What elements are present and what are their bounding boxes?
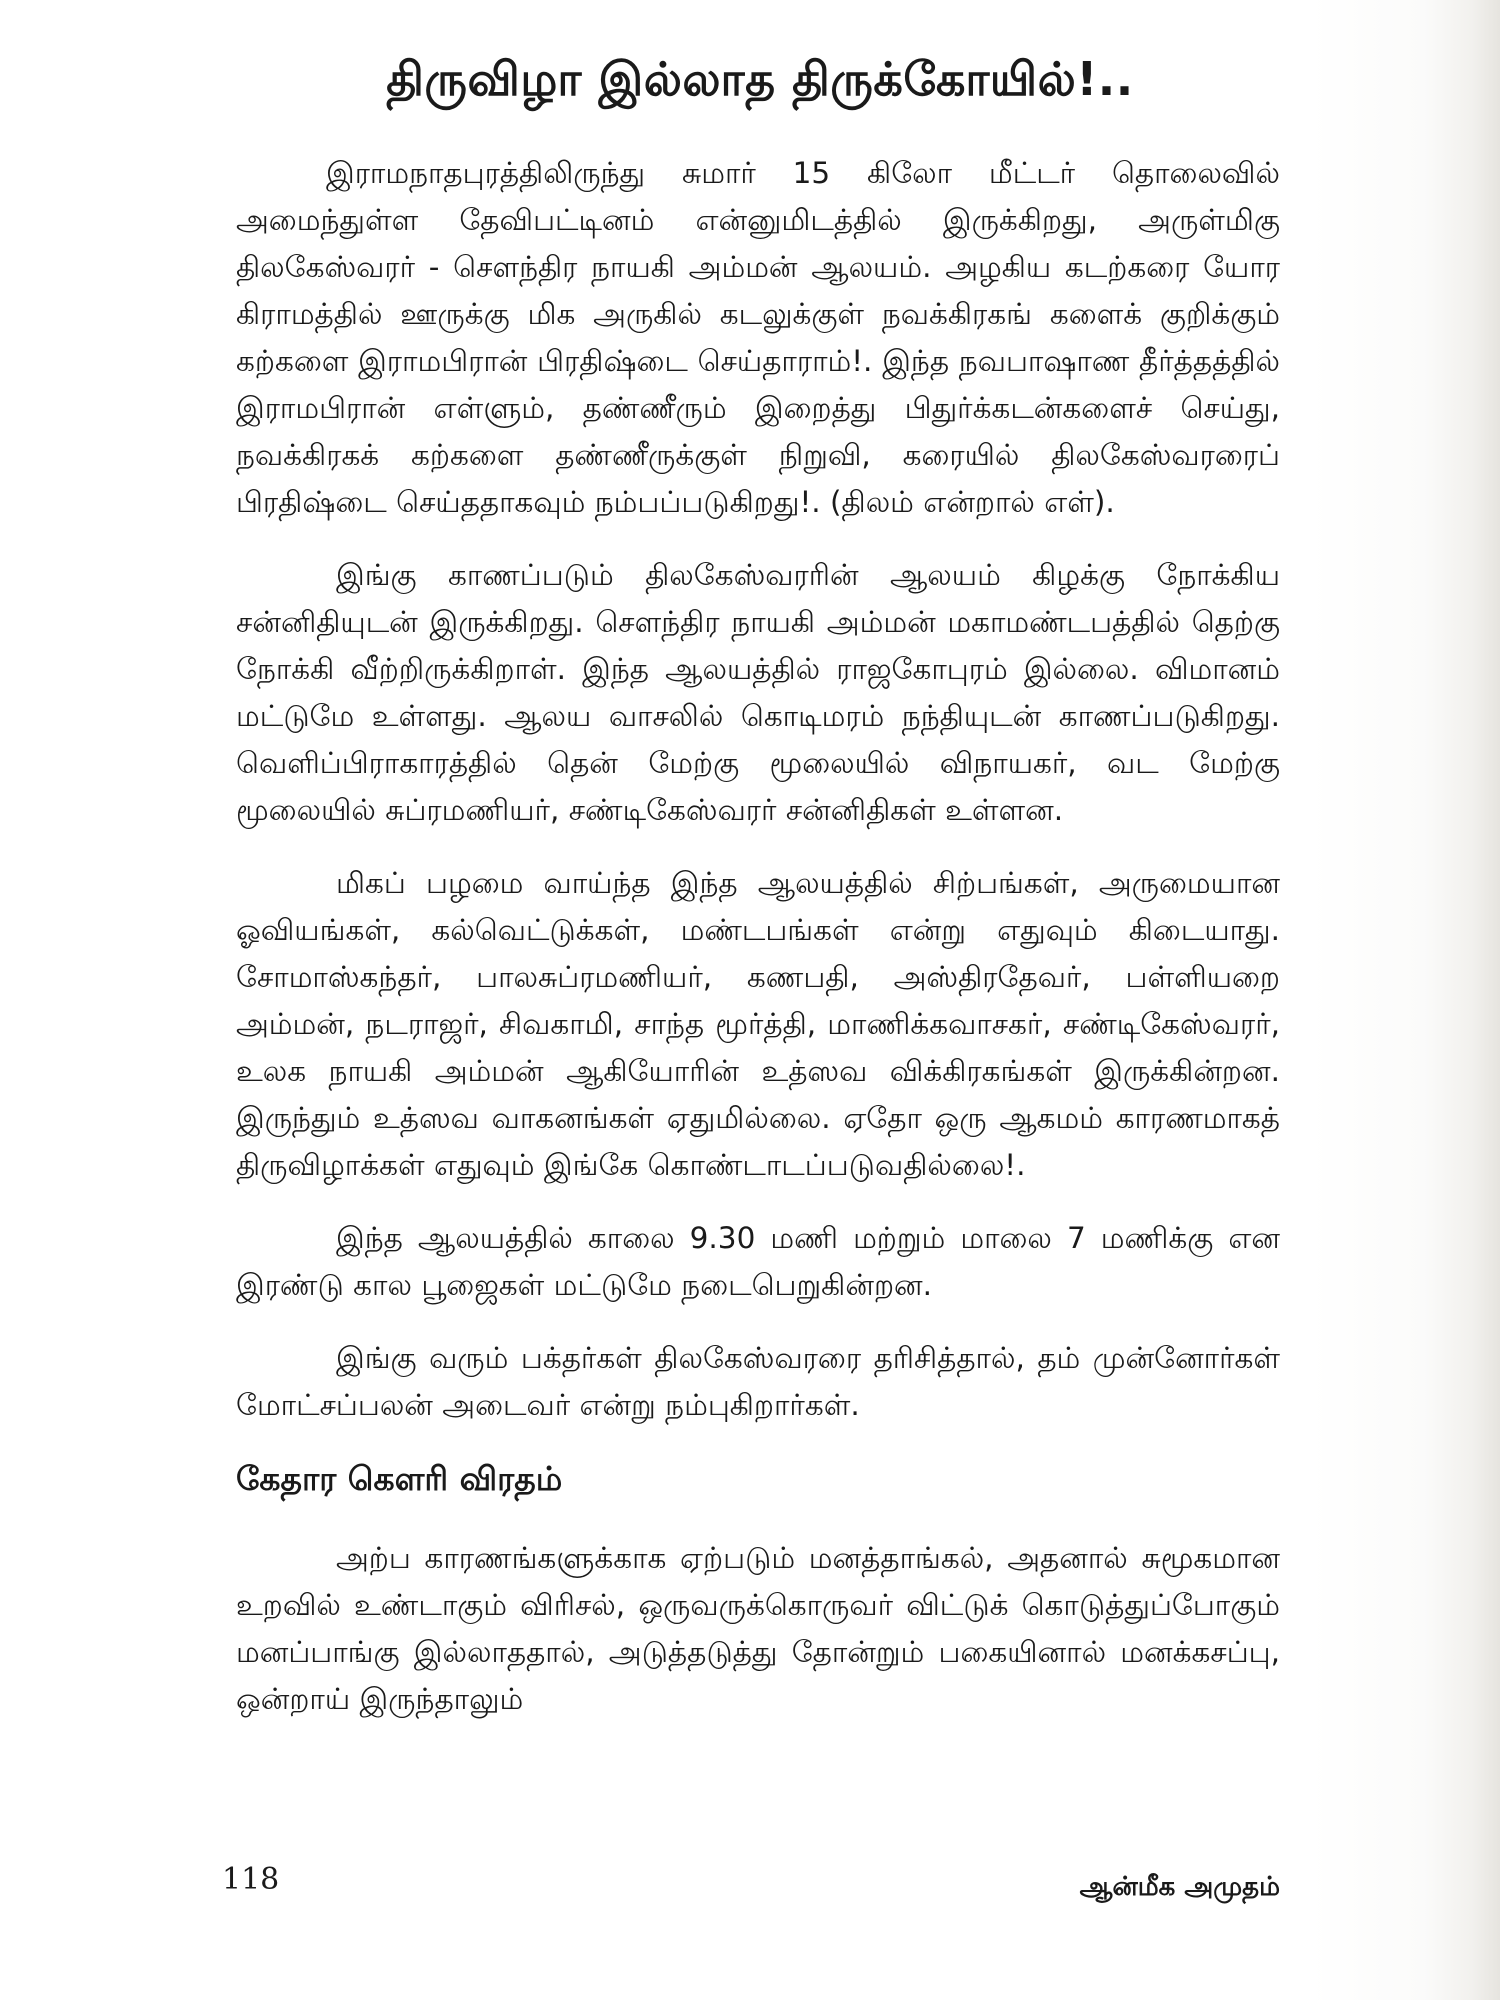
paragraph-5: இங்கு வரும் பக்தர்கள் திலகேஸ்வரரை தரிசித்தால், தம் முன்னோர்கள் மோட்சப்பலன் அடைவர் என்று நம்புகிறார்கள்.: [236, 1341, 1280, 1422]
section-heading: கேதார கௌரி விரதம்: [236, 1459, 563, 1498]
paragraph-2: இங்கு காணப்படும் திலகேஸ்வரரின் ஆலயம் கிழக்கு நோக்கிய சன்னிதியுடன் இருக்கிறது. சௌந்திர நாயகி அம்மன் மகாமண்டபத்தில் தெற்கு நோக்கி வீற்றிருக்கிறாள். இந்த ஆலயத்தில் ராஜகோபுரம் இல்லை. விமானம் மட்டுமே உள்ளது. ஆலய வாசலில் கொடிமரம் நந்தியுடன் காணப்படுகிறது. வெளிப்பிராகாரத்தில் தென் மேற்கு மூலையில் விநாயகர், வட மேற்கு மூலையில் சுப்ரமணியர், சண்டிகேஸ்வரர் சன்னிதிகள் உள்ளன.: [236, 558, 1280, 827]
paragraph-4: இந்த ஆலயத்தில் காலை 9.30 மணி மற்றும் மாலை 7 மணிக்கு என இரண்டு கால பூஜைகள் மட்டுமே நடைபெறுகின்றன.: [236, 1221, 1280, 1302]
paragraph-6: அற்ப காரணங்களுக்காக ஏற்படும் மனத்தாங்கல், அதனால் சுமூகமான உறவில் உண்டாகும் விரிசல், ஒருவருக்கொருவர் விட்டுக் கொடுத்துப்போகும் மனப்பாங்கு இல்லாததால், அடுத்தடுத்து தோன்றும் பகையினால் மனக்கசப்பு, ஒன்றாய் இருந்தாலும்: [236, 1541, 1280, 1716]
running-footer: ஆன்மீக அமுதம்: [1079, 1872, 1280, 1902]
article-body: [236, 150, 1280, 1723]
paragraph-1: இராமநாதபுரத்திலிருந்து சுமார் 15 கிலோ மீட்டர் தொலைவில் அமைந்துள்ள தேவிபட்டினம் என்னுமிடத்தில் இருக்கிறது, அருள்மிகு திலகேஸ்வரர் - சௌந்திர நாயகி அம்மன் ஆலயம். அழகிய கடற்கரை யோர கிராமத்தில் ஊருக்கு மிக அருகில் கடலுக்குள் நவக்கிரகங் களைக் குறிக்கும் கற்களை இராமபிரான் பிரதிஷ்டை செய்தாராம்!. இந்த நவபாஷாண தீர்த்தத்தில் இராமபிரான் எள்ளும், தண்ணீரும் இறைத்து பிதுர்க்கடன்களைச் செய்து, நவக்கிரகக் கற்களை தண்ணீருக்குள் நிறுவி, கரையில் திலகேஸ்வரரைப் பிரதிஷ்டை செய்ததாகவும் நம்பப்படுகிறது!. (திலம் என்றால் எள்).: [236, 156, 1280, 519]
page-title: திருவிழா இல்லாத திருக்கோயில்!..: [386, 52, 1134, 106]
page-edge-shadow: [1310, 0, 1500, 2000]
paragraph-3: மிகப் பழமை வாய்ந்த இந்த ஆலயத்தில் சிற்பங்கள், அருமையான ஓவியங்கள், கல்வெட்டுக்கள், மண்டபங்கள் என்று எதுவும் கிடையாது. சோமாஸ்கந்தர், பாலசுப்ரமணியர், கணபதி, அஸ்திரதேவர், பள்ளியறை அம்மன், நடராஜர், சிவகாமி, சாந்த மூர்த்தி, மாணிக்கவாசகர், சண்டிகேஸ்வரர், உலக நாயகி அம்மன் ஆகியோரின் உத்ஸவ விக்கிரகங்கள் இருக்கின்றன. இருந்தும் உத்ஸவ வாகனங்கள் ஏதுமில்லை. ஏதோ ஒரு ஆகமம் காரணமாகத் திருவிழாக்கள் எதுவும் இங்கே கொண்டாடப்படுவதில்லை!.: [236, 866, 1280, 1182]
page-number: 118: [222, 1862, 280, 1897]
